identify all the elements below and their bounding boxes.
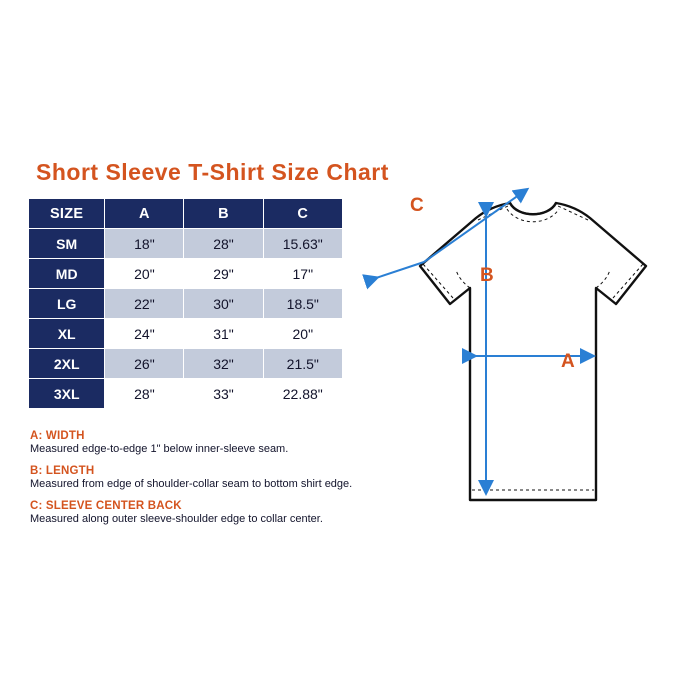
column-header-c: C [263, 199, 342, 229]
column-header-b: B [184, 199, 263, 229]
tshirt-diagram [358, 170, 668, 540]
table-header-row [29, 199, 343, 229]
cell-a: 24" [105, 319, 184, 349]
cell-c: 15.63" [263, 229, 342, 259]
tshirt-illustration [358, 170, 668, 540]
table-row [29, 289, 343, 319]
cell-a: 26" [105, 349, 184, 379]
dimension-label-b: B [480, 265, 494, 286]
legend-desc-width: Measured edge-to-edge 1" below inner-sleeve seam. [30, 443, 289, 455]
cell-b: 30" [184, 289, 263, 319]
table-row [29, 259, 343, 289]
cell-size: MD [29, 259, 105, 289]
dimension-label-a: A [561, 351, 575, 372]
cell-size: SM [29, 229, 105, 259]
cell-c: 17" [263, 259, 342, 289]
table-body [29, 229, 343, 409]
cell-a: 20" [105, 259, 184, 289]
column-header-size: SIZE [29, 199, 105, 229]
cell-size: LG [29, 289, 105, 319]
table-row [29, 349, 343, 379]
measurement-legend [30, 430, 370, 526]
table-row [29, 229, 343, 259]
cell-b: 32" [184, 349, 263, 379]
sleeve-arrow-c-lower [376, 262, 424, 278]
cell-b: 28" [184, 229, 263, 259]
legend-desc-sleeve: Measured along outer sleeve-shoulder edge to collar center. [30, 512, 323, 525]
legend-key-length: B: LENGTH [30, 464, 95, 477]
cell-b: 29" [184, 259, 263, 289]
cell-a: 22" [105, 289, 184, 319]
table-header [29, 199, 343, 229]
table-row [29, 319, 343, 349]
cell-b: 33" [184, 379, 263, 409]
dimension-label-c: C [410, 195, 424, 216]
cell-a: 18" [105, 229, 184, 259]
legend-desc-length: Measured from edge of shoulder-collar seam to bottom shirt edge. [30, 477, 353, 490]
legend-key-width: A: WIDTH [30, 430, 85, 442]
cell-size: 2XL [29, 349, 105, 379]
table-row [29, 379, 343, 409]
cell-c: 18.5" [263, 289, 342, 319]
column-header-a: A [105, 199, 184, 229]
shirt-outline [420, 203, 646, 500]
cell-c: 21.5" [263, 349, 342, 379]
cell-c: 20" [263, 319, 342, 349]
page-title: Short Sleeve T-Shirt Size Chart [36, 159, 389, 185]
cell-size: 3XL [29, 379, 105, 409]
legend-key-sleeve: C: SLEEVE CENTER BACK [30, 499, 182, 512]
cell-size: XL [29, 319, 105, 349]
size-table [28, 198, 343, 409]
cell-b: 31" [184, 319, 263, 349]
cell-c: 22.88" [263, 379, 342, 409]
cell-a: 28" [105, 379, 184, 409]
